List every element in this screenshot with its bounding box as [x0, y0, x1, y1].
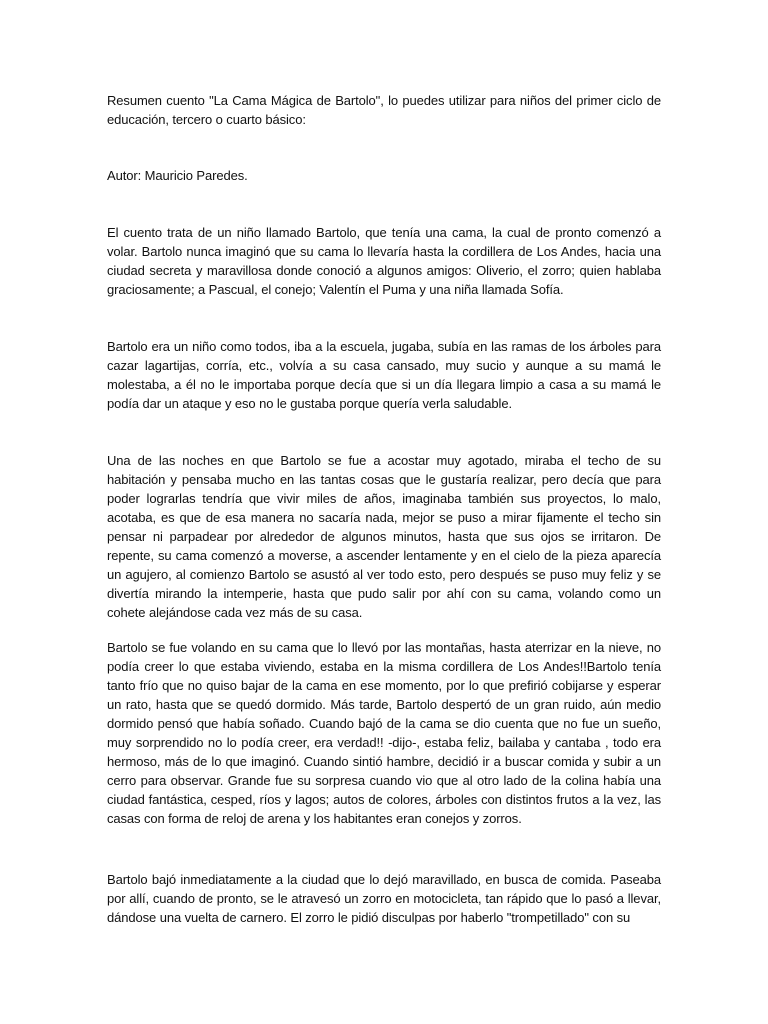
intro-paragraph: Resumen cuento "La Cama Mágica de Bartolo", lo puedes utilizar para niños del primer ciclo de educación, tercero o cuarto básico: — [107, 93, 661, 127]
body-paragraph-5: Bartolo bajó inmediatamente a la ciudad que lo dejó maravillado, en busca de comida. Paseaba por allí, cuando de pronto, se le atravesó un zorro en motocicleta, tan rápido que lo pasó a llevar, dándose una vuelta de carnero. El zorro le pidió disculpas por haberlo "trompetillado" con su — [107, 872, 661, 925]
body-paragraph-2: Bartolo era un niño como todos, iba a la escuela, jugaba, subía en las ramas de los árboles para cazar lagartijas, corría, etc., volvía a su casa cansado, muy sucio y aunque a su mamá le molestaba, a él no le importaba porque decía que si un día llegara limpio a casa a su mamá le podía dar un ataque y eso no le gustaba porque quería verla saludable. — [107, 339, 661, 411]
body-paragraph-4: Bartolo se fue volando en su cama que lo llevó por las montañas, hasta aterrizar en la nieve, no podía creer lo que estaba viviendo, estaba en la misma cordillera de Los Andes!!Bartolo tenía tanto frío que no quiso bajar de la cama en ese momento, por lo que prefirió cobijarse y esperar un rato, hasta que se quedó dormido. Más tarde, Bartolo despertó de un gran ruido, aún medio dormido pensó que había soñado. Cuando bajó de la cama se dio cuenta que no fue un sueño, muy sorprendido no lo podía creer, era verdad!! -dijo-, estaba feliz, bailaba y cantaba , todo era hermoso, más de lo que imaginó. Cuando sintió hambre, decidió ir a buscar comida y subir a un cerro para observar. Grande fue su sorpresa cuando vio que al otro lado de la colina había una ciudad fantástica, cesped, ríos y lagos; autos de colores, árboles con distintos frutos a la vez, las casas con forma de reloj de arena y los habitantes eran conejos y zorros. — [107, 640, 661, 826]
author-line: Autor: Mauricio Paredes. — [107, 168, 248, 183]
body-paragraph-3: Una de las noches en que Bartolo se fue a acostar muy agotado, miraba el techo de su habitación y pensaba mucho en las tantas cosas que le gustaría realizar, pero decía que para poder lograrlas tendría que vivir miles de años, imaginaba también sus proyectos, lo malo, acotaba, es que de esa manera no sacaría nada, mejor se puso a mirar fijamente el techo sin pensar ni parpadear por alrededor de algunos minutos, hasta que sus ojos se irritaron. De repente, su cama comenzó a moverse, a ascender lentamente y en el cielo de la pieza aparecía un agujero, al comienzo Bartolo se asustó al ver todo esto, pero después se puso muy feliz y se divertía mirando la intemperie, hasta que pudo salir por ahí con su cama, volando como un cohete alejándose cada vez más de su casa. — [107, 453, 661, 620]
body-paragraph-1: El cuento trata de un niño llamado Bartolo, que tenía una cama, la cual de pronto comenzó a volar. Bartolo nunca imaginó que su cama lo llevaría hasta la cordillera de Los Andes, hacia una ciudad secreta y maravillosa donde conoció a algunos amigos: Oliverio, el zorro; quien hablaba graciosamente; a Pascual, el conejo; Valentín el Puma y una niña llamada Sofía. — [107, 225, 661, 297]
